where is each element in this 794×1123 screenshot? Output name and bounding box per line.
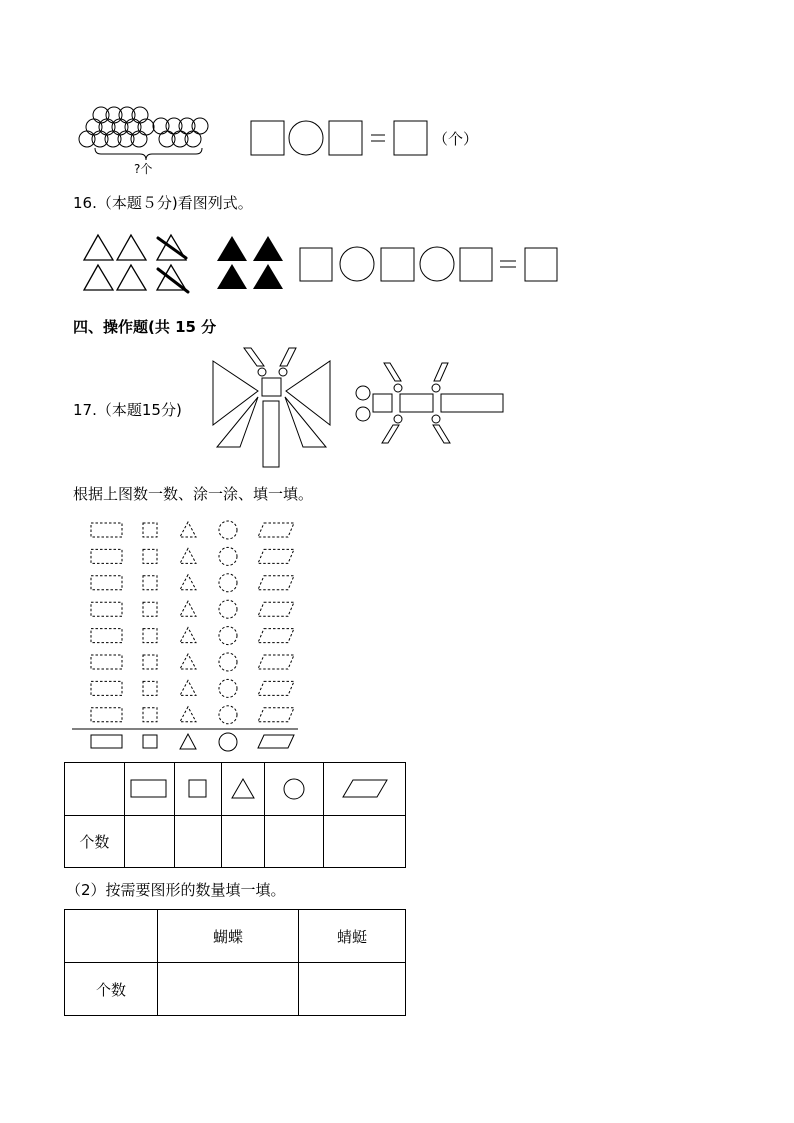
- table1-answer-square[interactable]: [174, 815, 221, 868]
- dashed-rectangle-8[interactable]: [91, 708, 122, 722]
- dashed-square-1[interactable]: [143, 523, 157, 537]
- dashed-rectangle-7[interactable]: [91, 681, 122, 695]
- q16-answer-box-4: [525, 248, 557, 281]
- q15-answer-box-1: [251, 121, 284, 155]
- dashed-rectangle-4[interactable]: [91, 602, 122, 616]
- table2-row-label: 个数: [65, 963, 158, 1016]
- table1-answer-triangle[interactable]: [221, 815, 265, 868]
- dashed-rectangle-6[interactable]: [91, 655, 122, 669]
- dashed-parallelogram-3[interactable]: [258, 576, 294, 590]
- q17-part2-instruction: （2）按需要图形的数量填一填。: [66, 881, 286, 899]
- table2-header-dragonfly: 蜻蜓: [299, 910, 406, 963]
- dashed-square-5[interactable]: [143, 629, 157, 643]
- q15-operator-circle: [289, 121, 323, 155]
- section4-heading: 四、操作题(共 15 分: [73, 318, 217, 336]
- dashed-square-2[interactable]: [143, 549, 157, 563]
- table1-answer-circle[interactable]: [265, 815, 324, 868]
- dashed-rectangle-1[interactable]: [91, 523, 122, 537]
- q17-count-table: [64, 762, 406, 868]
- dashed-triangle-8[interactable]: [180, 707, 196, 722]
- table1-header-square: [174, 763, 221, 816]
- dashed-circle-8[interactable]: [219, 706, 237, 724]
- dashed-parallelogram-4[interactable]: [258, 602, 294, 616]
- dashed-parallelogram-6[interactable]: [258, 655, 294, 669]
- dashed-parallelogram-1[interactable]: [258, 523, 294, 537]
- q17-animal-table: [64, 909, 406, 1016]
- q16-answer-box-1: [300, 248, 332, 281]
- q16-answer-box-2: [381, 248, 414, 281]
- dashed-parallelogram-8[interactable]: [258, 708, 294, 722]
- table2-answer-butterfly[interactable]: [158, 963, 299, 1016]
- table1-row-label: 个数: [65, 815, 125, 868]
- circle-icon: [282, 777, 306, 801]
- dashed-circle-2[interactable]: [219, 547, 237, 565]
- dashed-circle-3[interactable]: [219, 574, 237, 592]
- dashed-rectangle-3[interactable]: [91, 576, 122, 590]
- q15-answer-box-2: [329, 121, 362, 155]
- dashed-circle-5[interactable]: [219, 627, 237, 645]
- dashed-triangle-6[interactable]: [180, 654, 196, 669]
- dashed-square-6[interactable]: [143, 655, 157, 669]
- dashed-circle-6[interactable]: [219, 653, 237, 671]
- table1-answer-parallelogram[interactable]: [324, 815, 406, 868]
- dashed-triangle-1[interactable]: [180, 522, 196, 537]
- q16-operator-circle-1: [340, 247, 374, 281]
- rectangle-icon: [130, 779, 168, 799]
- dashed-circle-4[interactable]: [219, 600, 237, 618]
- table2-corner-cell: [65, 910, 158, 963]
- table1-answer-rectangle[interactable]: [124, 815, 174, 868]
- q17-heading: 17.（本题15分): [73, 401, 182, 419]
- dashed-parallelogram-5[interactable]: [258, 629, 294, 643]
- triangle-icon: [231, 778, 255, 800]
- table2-answer-dragonfly[interactable]: [299, 963, 406, 1016]
- q16-operator-circle-2: [420, 247, 454, 281]
- q15-answer-box-3: [394, 121, 427, 155]
- dashed-square-7[interactable]: [143, 681, 157, 695]
- table1-header-triangle: [221, 763, 265, 816]
- dashed-triangle-4[interactable]: [180, 601, 196, 616]
- table1-corner-cell: [65, 763, 125, 816]
- dashed-triangle-5[interactable]: [180, 628, 196, 643]
- parallelogram-icon: [342, 779, 388, 799]
- dashed-triangle-7[interactable]: [180, 680, 196, 695]
- dashed-parallelogram-2[interactable]: [258, 549, 294, 563]
- q16-answer-box-3: [460, 248, 492, 281]
- dashed-circle-1[interactable]: [219, 521, 237, 539]
- q15-unit: （个）: [433, 130, 479, 148]
- dashed-rectangle-2[interactable]: [91, 549, 122, 563]
- dashed-triangle-3[interactable]: [180, 575, 196, 590]
- dashed-square-4[interactable]: [143, 602, 157, 616]
- table1-header-circle: [265, 763, 324, 816]
- q16-heading: 16.（本题５分)看图列式。: [73, 194, 253, 212]
- dashed-circle-7[interactable]: [219, 679, 237, 697]
- q17-instruction: 根据上图数一数、涂一涂、填一填。: [73, 485, 314, 503]
- dashed-square-8[interactable]: [143, 708, 157, 722]
- table2-header-butterfly: 蝴蝶: [158, 910, 299, 963]
- square-icon: [188, 779, 208, 799]
- dashed-square-3[interactable]: [143, 576, 157, 590]
- table1-header-parallelogram: [324, 763, 406, 816]
- dashed-parallelogram-7[interactable]: [258, 681, 294, 695]
- table1-header-rectangle: [124, 763, 174, 816]
- dashed-triangle-2[interactable]: [180, 548, 196, 563]
- q15-brace-label: ?个: [134, 162, 153, 176]
- dashed-rectangle-5[interactable]: [91, 629, 122, 643]
